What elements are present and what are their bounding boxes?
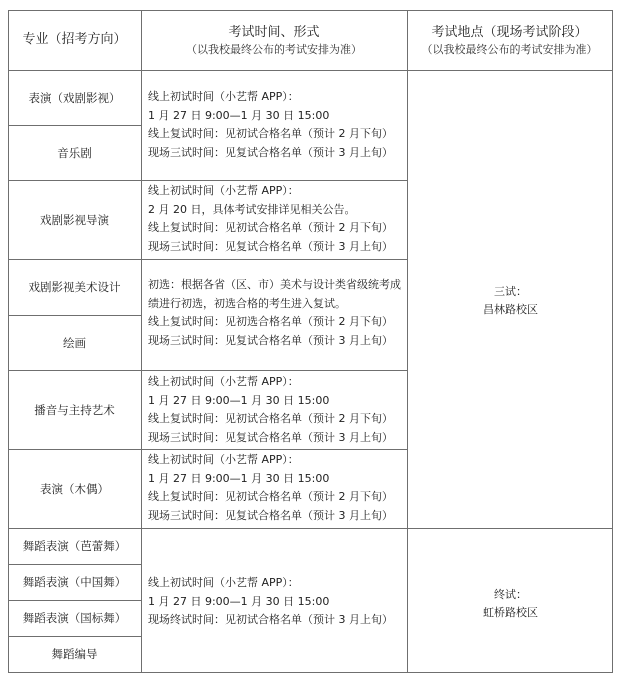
location-cell bbox=[408, 586, 613, 622]
schedule-line: 线上初试时间（小艺帮 APP）： bbox=[148, 184, 299, 197]
schedule-line: 线上初试时间（小艺帮 APP）： bbox=[148, 90, 299, 103]
column-divider-1 bbox=[141, 10, 142, 673]
major-cell: 戏剧影视导演 bbox=[40, 212, 109, 227]
schedule-line: 线上初试时间（小艺帮 APP）： bbox=[148, 453, 299, 466]
schedule-intro: 初选：根据各省（区、市）美术与设计类省级统考成绩进行初选，初选合格的考生进入复试。 bbox=[148, 278, 401, 310]
schedule-line: 1 月 27 日 9:00—1 月 30 日 15:00 bbox=[148, 594, 330, 608]
schedule-line: 现场三试时间：见复试合格名单（预计 3 月上旬） bbox=[148, 508, 393, 522]
schedule-cell bbox=[148, 574, 403, 630]
major-cell: 戏剧影视美术设计 bbox=[28, 280, 121, 294]
schedule-line: 线上复试时间：见初试合格名单（预计 2 月下旬） bbox=[148, 412, 393, 425]
schedule-line: 现场终试时间：见初试合格名单（预计 3 月上旬） bbox=[148, 613, 393, 626]
major-cell: 绘画 bbox=[63, 335, 86, 350]
location-cell bbox=[408, 283, 613, 319]
schedule-line: 线上复试时间：见初试合格名单（预计 2 月下旬） bbox=[148, 221, 393, 234]
major-cell: 音乐剧 bbox=[57, 145, 92, 160]
location-label: 三试： bbox=[494, 285, 527, 298]
header-location-title: 考试地点（现场考试阶段） bbox=[431, 24, 588, 40]
schedule-line: 线上复试时间：见初选合格名单（预计 2 月下旬） bbox=[148, 315, 393, 328]
schedule-line: 线上复试时间：见初试合格名单（预计 2 月下旬） bbox=[148, 490, 393, 503]
schedule-line: 线上初试时间（小艺帮 APP）： bbox=[148, 375, 299, 388]
schedule-cell bbox=[148, 88, 403, 162]
major-cell: 表演（木偶） bbox=[40, 481, 109, 496]
location-place: 虹桥路校区 bbox=[483, 606, 538, 619]
major-cell: 表演（戏剧影视） bbox=[28, 90, 121, 105]
header-major bbox=[8, 10, 141, 70]
schedule-line: 线上初试时间（小艺帮 APP）： bbox=[148, 576, 299, 589]
column-divider-2 bbox=[407, 10, 408, 673]
location-label: 终试： bbox=[494, 588, 527, 601]
header-schedule-note: （以我校最终公布的考试安排为准） bbox=[186, 42, 362, 56]
schedule-cell bbox=[148, 373, 403, 447]
major-cell: 舞蹈表演（国标舞） bbox=[22, 611, 127, 625]
schedule-cell bbox=[148, 276, 403, 350]
schedule-cell bbox=[148, 451, 403, 525]
schedule-line: 现场三试时间：见复试合格名单（预计 3 月上旬） bbox=[148, 430, 393, 444]
major-cell: 舞蹈编导 bbox=[51, 647, 98, 661]
major-cell: 播音与主持艺术 bbox=[34, 402, 115, 417]
schedule-cell bbox=[148, 182, 403, 256]
header-location bbox=[407, 10, 612, 70]
header-schedule-title: 考试时间、形式 bbox=[228, 24, 320, 40]
schedule-line: 1 月 27 日 9:00—1 月 30 日 15:00 bbox=[148, 393, 330, 407]
location-place: 昌林路校区 bbox=[483, 303, 538, 316]
header-location-note: （以我校最终公布的考试安排为准） bbox=[421, 42, 598, 56]
schedule-line: 现场三试时间：见复试合格名单（预计 3 月上旬） bbox=[148, 333, 393, 347]
schedule-line: 1 月 27 日 9:00—1 月 30 日 15:00 bbox=[148, 471, 330, 485]
header-schedule bbox=[141, 10, 407, 70]
header-major-label: 专业（招考方向） bbox=[22, 32, 127, 47]
schedule-line: 线上复试时间：见初试合格名单（预计 2 月下旬） bbox=[148, 127, 393, 140]
table-border-right bbox=[612, 10, 613, 673]
schedule-line: 现场三试时间：见复试合格名单（预计 3 月上旬） bbox=[148, 145, 393, 159]
schedule-line: 2 月 20 日，具体考试安排详见相关公告。 bbox=[148, 202, 356, 216]
major-cell: 舞蹈表演（芭蕾舞） bbox=[22, 539, 127, 553]
table-border-bottom bbox=[8, 672, 613, 673]
schedule-line: 1 月 27 日 9:00—1 月 30 日 15:00 bbox=[148, 108, 330, 122]
major-cell: 舞蹈表演（中国舞） bbox=[22, 575, 127, 589]
schedule-line: 现场三试时间：见复试合格名单（预计 3 月上旬） bbox=[148, 239, 393, 253]
